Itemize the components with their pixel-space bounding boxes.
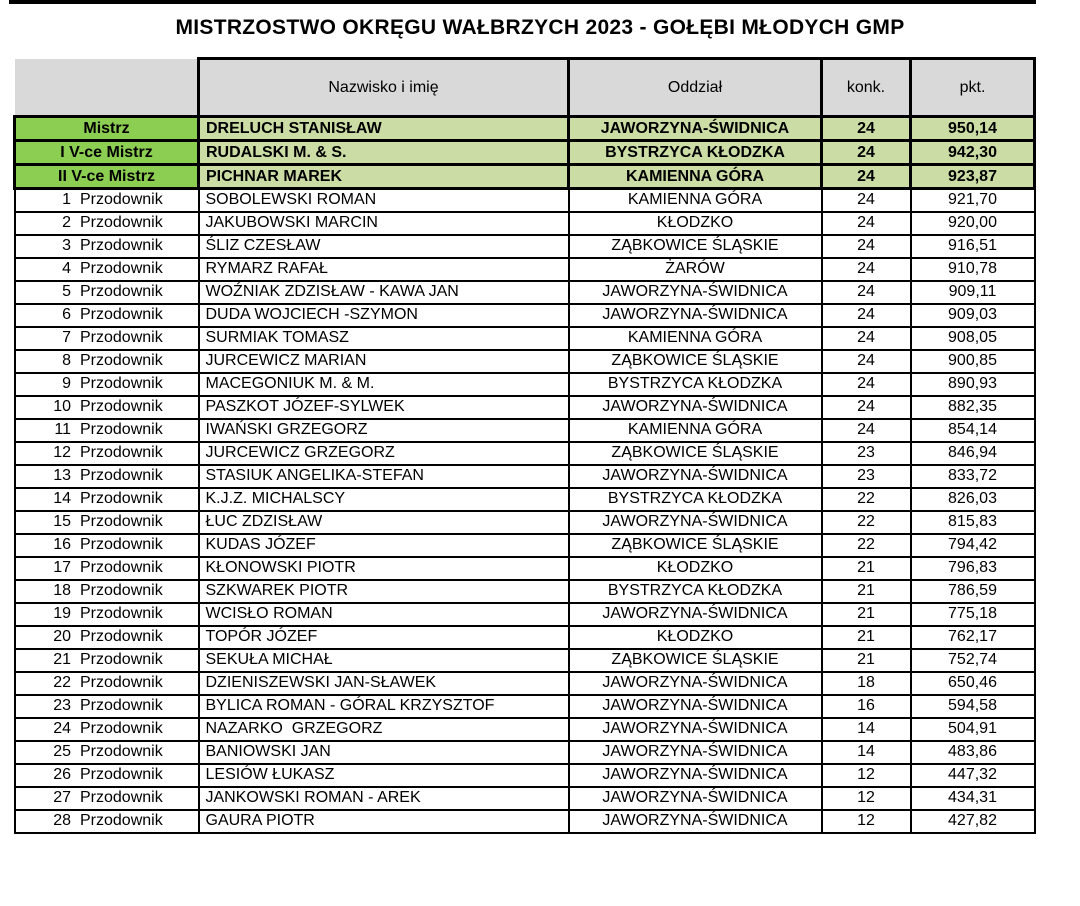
rank-cell bbox=[15, 603, 199, 626]
rank-label: Przodownik bbox=[80, 513, 163, 530]
rank-label: Przodownik bbox=[80, 329, 163, 346]
rank-number: 24 bbox=[53, 720, 71, 737]
pkt-cell: 775,18 bbox=[911, 603, 1035, 626]
rank-number: 23 bbox=[53, 697, 71, 714]
rank-flex bbox=[16, 306, 198, 324]
name-cell: NAZARKO GRZEGORZ bbox=[199, 718, 569, 741]
rank-label: Przodownik bbox=[80, 191, 163, 209]
branch-cell: KŁODZKO bbox=[569, 557, 822, 580]
table-row bbox=[15, 258, 1035, 281]
branch-cell: BYSTRZYCA KŁODZKA bbox=[569, 141, 822, 165]
table-row bbox=[15, 787, 1035, 810]
rank-cell bbox=[15, 350, 199, 373]
rank-flex bbox=[16, 260, 198, 278]
pkt-cell: 594,58 bbox=[911, 695, 1035, 718]
pkt-cell: 447,32 bbox=[911, 764, 1035, 787]
rank-label: Przodownik bbox=[80, 651, 163, 668]
rank-number: 22 bbox=[53, 674, 71, 691]
rank-label: Przodownik bbox=[80, 582, 163, 599]
branch-cell: JAWORZYNA-ŚWIDNICA bbox=[569, 787, 822, 810]
rank-flex bbox=[16, 697, 198, 715]
konk-cell: 24 bbox=[822, 258, 911, 281]
name-cell: JURCEWICZ MARIAN bbox=[199, 350, 569, 373]
table-row bbox=[15, 304, 1035, 327]
rank-label: Przodownik bbox=[80, 743, 163, 760]
rank-number: 21 bbox=[53, 651, 71, 668]
table-row bbox=[15, 350, 1035, 373]
branch-cell: JAWORZYNA-ŚWIDNICA bbox=[569, 396, 822, 419]
page-title: MISTRZOSTWO OKRĘGU WAŁBRZYCH 2023 - GOŁĘBI MŁODYCH GMP bbox=[175, 16, 905, 39]
rank-label: Przodownik bbox=[80, 628, 163, 645]
konk-cell: 24 bbox=[822, 141, 911, 165]
konk-cell: 12 bbox=[822, 764, 911, 787]
rank-number: 8 bbox=[62, 352, 71, 369]
rank-flex bbox=[16, 398, 198, 416]
rank-number: 18 bbox=[53, 582, 71, 599]
column-header-konk: konk. bbox=[822, 59, 911, 117]
rank-flex bbox=[16, 421, 198, 439]
table-row bbox=[15, 442, 1035, 465]
branch-cell: KAMIENNA GÓRA bbox=[569, 419, 822, 442]
pkt-cell: 910,78 bbox=[911, 258, 1035, 281]
rank-label: Przodownik bbox=[80, 536, 163, 553]
konk-cell: 24 bbox=[822, 373, 911, 396]
rank-label: Przodownik bbox=[80, 444, 163, 461]
rank-cell bbox=[15, 672, 199, 695]
table-row bbox=[15, 235, 1035, 258]
name-cell: RUDALSKI M. & S. bbox=[199, 141, 569, 165]
rank-flex bbox=[16, 513, 198, 531]
rank-cell bbox=[15, 557, 199, 580]
rank-number: 1 bbox=[62, 191, 71, 209]
pkt-cell: 826,03 bbox=[911, 488, 1035, 511]
pkt-cell: 650,46 bbox=[911, 672, 1035, 695]
pkt-cell: 796,83 bbox=[911, 557, 1035, 580]
branch-cell: BYSTRZYCA KŁODZKA bbox=[569, 580, 822, 603]
rank-number: 10 bbox=[53, 398, 71, 415]
rank-cell bbox=[15, 373, 199, 396]
rank-cell bbox=[15, 580, 199, 603]
rank-number: 20 bbox=[53, 628, 71, 645]
table-row bbox=[15, 396, 1035, 419]
rank-number: 28 bbox=[53, 812, 71, 829]
name-cell: SEKUŁA MICHAŁ bbox=[199, 649, 569, 672]
pkt-cell: 920,00 bbox=[911, 212, 1035, 235]
konk-cell: 22 bbox=[822, 534, 911, 557]
rank-label: Przodownik bbox=[80, 697, 163, 714]
konk-cell: 21 bbox=[822, 580, 911, 603]
table-row bbox=[15, 672, 1035, 695]
branch-cell: JAWORZYNA-ŚWIDNICA bbox=[569, 465, 822, 488]
column-header-name: Nazwisko i imię bbox=[199, 59, 569, 117]
konk-cell: 14 bbox=[822, 718, 911, 741]
rank-label: Przodownik bbox=[80, 766, 163, 783]
rank-flex bbox=[16, 467, 198, 485]
pkt-cell: 794,42 bbox=[911, 534, 1035, 557]
konk-cell: 16 bbox=[822, 695, 911, 718]
name-cell: RYMARZ RAFAŁ bbox=[199, 258, 569, 281]
rank-flex bbox=[16, 674, 198, 692]
rank-number: 16 bbox=[53, 536, 71, 553]
konk-cell: 24 bbox=[822, 350, 911, 373]
rank-cell bbox=[15, 718, 199, 741]
rank-cell bbox=[15, 488, 199, 511]
results-table bbox=[13, 57, 1036, 834]
table-row bbox=[15, 741, 1035, 764]
rank-number: 6 bbox=[62, 306, 71, 323]
pkt-cell: 882,35 bbox=[911, 396, 1035, 419]
konk-cell: 21 bbox=[822, 603, 911, 626]
rank-label: Przodownik bbox=[80, 260, 163, 277]
konk-cell: 21 bbox=[822, 557, 911, 580]
branch-cell: JAWORZYNA-ŚWIDNICA bbox=[569, 281, 822, 304]
table-row bbox=[15, 534, 1035, 557]
pkt-cell: 923,87 bbox=[911, 165, 1035, 189]
rank-label: Przodownik bbox=[80, 720, 163, 737]
column-header-rank bbox=[15, 59, 199, 117]
results-table-body bbox=[15, 117, 1035, 833]
konk-cell: 24 bbox=[822, 419, 911, 442]
rank-flex bbox=[16, 582, 198, 600]
rank-flex bbox=[16, 329, 198, 347]
rank-flex bbox=[16, 444, 198, 462]
table-row bbox=[15, 603, 1035, 626]
rank-cell bbox=[15, 327, 199, 350]
name-cell: ŁUC ZDZISŁAW bbox=[199, 511, 569, 534]
konk-cell: 12 bbox=[822, 810, 911, 833]
rank-cell bbox=[15, 511, 199, 534]
rank-label: Przodownik bbox=[80, 812, 163, 829]
pkt-cell: 427,82 bbox=[911, 810, 1035, 833]
pkt-cell: 786,59 bbox=[911, 580, 1035, 603]
champion-row bbox=[15, 117, 1035, 141]
rank-flex bbox=[16, 375, 198, 393]
branch-cell: ZĄBKOWICE ŚLĄSKIE bbox=[569, 442, 822, 465]
rank-number: 5 bbox=[62, 283, 71, 300]
rank-label: Przodownik bbox=[80, 789, 163, 806]
rank-flex bbox=[16, 789, 198, 807]
rank-flex bbox=[16, 214, 198, 232]
rank-cell bbox=[15, 787, 199, 810]
table-row bbox=[15, 626, 1035, 649]
konk-cell: 24 bbox=[822, 327, 911, 350]
rank-label: Przodownik bbox=[80, 398, 163, 415]
rank-cell bbox=[15, 258, 199, 281]
pkt-cell: 909,11 bbox=[911, 281, 1035, 304]
branch-cell: JAWORZYNA-ŚWIDNICA bbox=[569, 695, 822, 718]
konk-cell: 23 bbox=[822, 442, 911, 465]
rank-number: 12 bbox=[53, 444, 71, 461]
pkt-cell: 942,30 bbox=[911, 141, 1035, 165]
rank-flex bbox=[16, 628, 198, 646]
pkt-cell: 916,51 bbox=[911, 235, 1035, 258]
rank-flex bbox=[16, 812, 198, 830]
name-cell: SOBOLEWSKI ROMAN bbox=[199, 189, 569, 212]
name-cell: DUDA WOJCIECH -SZYMON bbox=[199, 304, 569, 327]
table-row bbox=[15, 419, 1035, 442]
top-rule bbox=[9, 0, 1036, 4]
rank-number: 7 bbox=[62, 329, 71, 346]
konk-cell: 24 bbox=[822, 396, 911, 419]
rank-cell bbox=[15, 764, 199, 787]
pkt-cell: 921,70 bbox=[911, 189, 1035, 212]
name-cell: JURCEWICZ GRZEGORZ bbox=[199, 442, 569, 465]
name-cell: DRELUCH STANISŁAW bbox=[199, 117, 569, 141]
branch-cell: JAWORZYNA-ŚWIDNICA bbox=[569, 304, 822, 327]
header-row bbox=[15, 59, 1035, 117]
rank-flex bbox=[16, 490, 198, 508]
table-row bbox=[15, 511, 1035, 534]
pkt-cell: 909,03 bbox=[911, 304, 1035, 327]
branch-cell: JAWORZYNA-ŚWIDNICA bbox=[569, 718, 822, 741]
pkt-cell: 950,14 bbox=[911, 117, 1035, 141]
rank-number: 26 bbox=[53, 766, 71, 783]
rank-cell bbox=[15, 649, 199, 672]
name-cell: TOPÓR JÓZEF bbox=[199, 626, 569, 649]
branch-cell: KAMIENNA GÓRA bbox=[569, 327, 822, 350]
rank-flex bbox=[16, 283, 198, 301]
branch-cell: JAWORZYNA-ŚWIDNICA bbox=[569, 672, 822, 695]
name-cell: LESIÓW ŁUKASZ bbox=[199, 764, 569, 787]
table-row bbox=[15, 281, 1035, 304]
rank-label: Przodownik bbox=[80, 214, 163, 231]
name-cell: JANKOWSKI ROMAN - AREK bbox=[199, 787, 569, 810]
rank-cell bbox=[15, 304, 199, 327]
rank-number: 13 bbox=[53, 467, 71, 484]
table-row bbox=[15, 557, 1035, 580]
rank-cell bbox=[15, 626, 199, 649]
branch-cell: JAWORZYNA-ŚWIDNICA bbox=[569, 741, 822, 764]
table-row bbox=[15, 373, 1035, 396]
pkt-cell: 908,05 bbox=[911, 327, 1035, 350]
rank-cell: Mistrz bbox=[15, 117, 199, 141]
table-row bbox=[15, 764, 1035, 787]
rank-cell bbox=[15, 465, 199, 488]
rank-number: 25 bbox=[53, 743, 71, 760]
pkt-cell: 483,86 bbox=[911, 741, 1035, 764]
rank-cell bbox=[15, 442, 199, 465]
konk-cell: 24 bbox=[822, 117, 911, 141]
rank-flex bbox=[16, 536, 198, 554]
table-row bbox=[15, 327, 1035, 350]
rank-number: 17 bbox=[53, 559, 71, 576]
name-cell: JAKUBOWSKI MARCIN bbox=[199, 212, 569, 235]
rank-flex bbox=[16, 651, 198, 669]
rank-number: 19 bbox=[53, 605, 71, 622]
konk-cell: 18 bbox=[822, 672, 911, 695]
rank-label: Przodownik bbox=[80, 375, 163, 392]
rank-cell bbox=[15, 741, 199, 764]
rank-number: 27 bbox=[53, 789, 71, 806]
pkt-cell: 854,14 bbox=[911, 419, 1035, 442]
rank-label: Przodownik bbox=[80, 237, 163, 254]
rank-number: 4 bbox=[62, 260, 71, 277]
pkt-cell: 890,93 bbox=[911, 373, 1035, 396]
table-row bbox=[15, 718, 1035, 741]
rank-cell bbox=[15, 695, 199, 718]
name-cell: KŁONOWSKI PIOTR bbox=[199, 557, 569, 580]
name-cell: DZIENISZEWSKI JAN-SŁAWEK bbox=[199, 672, 569, 695]
branch-cell: JAWORZYNA-ŚWIDNICA bbox=[569, 603, 822, 626]
konk-cell: 24 bbox=[822, 189, 911, 212]
rank-flex bbox=[16, 766, 198, 784]
table-row bbox=[15, 649, 1035, 672]
champion-row bbox=[15, 141, 1035, 165]
pkt-cell: 815,83 bbox=[911, 511, 1035, 534]
table-row bbox=[15, 465, 1035, 488]
konk-cell: 24 bbox=[822, 212, 911, 235]
rank-label: Przodownik bbox=[80, 306, 163, 323]
konk-cell: 23 bbox=[822, 465, 911, 488]
rank-label: Przodownik bbox=[80, 352, 163, 369]
pkt-cell: 833,72 bbox=[911, 465, 1035, 488]
branch-cell: ZĄBKOWICE ŚLĄSKIE bbox=[569, 534, 822, 557]
rank-cell bbox=[15, 534, 199, 557]
branch-cell: JAWORZYNA-ŚWIDNICA bbox=[569, 117, 822, 141]
rank-cell: II V-ce Mistrz bbox=[15, 165, 199, 189]
rank-cell bbox=[15, 419, 199, 442]
rank-cell bbox=[15, 212, 199, 235]
name-cell: PASZKOT JÓZEF-SYLWEK bbox=[199, 396, 569, 419]
konk-cell: 24 bbox=[822, 281, 911, 304]
name-cell: SZKWAREK PIOTR bbox=[199, 580, 569, 603]
pkt-cell: 762,17 bbox=[911, 626, 1035, 649]
pkt-cell: 504,91 bbox=[911, 718, 1035, 741]
rank-label: Przodownik bbox=[80, 605, 163, 622]
rank-flex bbox=[16, 743, 198, 761]
name-cell: WOŹNIAK ZDZISŁAW - KAWA JAN bbox=[199, 281, 569, 304]
konk-cell: 14 bbox=[822, 741, 911, 764]
rank-label: Przodownik bbox=[80, 467, 163, 484]
name-cell: IWAŃSKI GRZEGORZ bbox=[199, 419, 569, 442]
rank-cell bbox=[15, 810, 199, 833]
pkt-cell: 900,85 bbox=[911, 350, 1035, 373]
rank-cell bbox=[15, 235, 199, 258]
branch-cell: ŻARÓW bbox=[569, 258, 822, 281]
rank-number: 15 bbox=[53, 513, 71, 530]
name-cell: ŚLIZ CZESŁAW bbox=[199, 235, 569, 258]
rank-flex bbox=[16, 720, 198, 738]
rank-flex bbox=[16, 605, 198, 623]
branch-cell: JAWORZYNA-ŚWIDNICA bbox=[569, 511, 822, 534]
rank-label: Przodownik bbox=[80, 490, 163, 507]
name-cell: BYLICA ROMAN - GÓRAL KRZYSZTOF bbox=[199, 695, 569, 718]
pkt-cell: 434,31 bbox=[911, 787, 1035, 810]
name-cell: BANIOWSKI JAN bbox=[199, 741, 569, 764]
rank-number: 9 bbox=[62, 375, 71, 392]
pkt-cell: 846,94 bbox=[911, 442, 1035, 465]
column-header-pkt: pkt. bbox=[911, 59, 1035, 117]
rank-label: Przodownik bbox=[80, 674, 163, 691]
branch-cell: BYSTRZYCA KŁODZKA bbox=[569, 488, 822, 511]
konk-cell: 12 bbox=[822, 787, 911, 810]
column-header-branch: Oddział bbox=[569, 59, 822, 117]
rank-label: Przodownik bbox=[80, 559, 163, 576]
name-cell: SURMIAK TOMASZ bbox=[199, 327, 569, 350]
name-cell: PICHNAR MAREK bbox=[199, 165, 569, 189]
branch-cell: KAMIENNA GÓRA bbox=[569, 189, 822, 212]
branch-cell: ZĄBKOWICE ŚLĄSKIE bbox=[569, 350, 822, 373]
rank-flex bbox=[16, 237, 198, 255]
rank-number: 3 bbox=[62, 237, 71, 254]
rank-number: 14 bbox=[53, 490, 71, 507]
rank-label: Przodownik bbox=[80, 421, 163, 438]
branch-cell: KŁODZKO bbox=[569, 626, 822, 649]
branch-cell: JAWORZYNA-ŚWIDNICA bbox=[569, 810, 822, 833]
table-row bbox=[15, 580, 1035, 603]
rank-cell bbox=[15, 396, 199, 419]
rank-flex bbox=[16, 352, 198, 370]
branch-cell: ZĄBKOWICE ŚLĄSKIE bbox=[569, 235, 822, 258]
konk-cell: 21 bbox=[822, 626, 911, 649]
rank-cell bbox=[15, 281, 199, 304]
table-row bbox=[15, 212, 1035, 235]
rank-cell: I V-ce Mistrz bbox=[15, 141, 199, 165]
konk-cell: 22 bbox=[822, 488, 911, 511]
name-cell: STASIUK ANGELIKA-STEFAN bbox=[199, 465, 569, 488]
table-row bbox=[15, 810, 1035, 833]
branch-cell: JAWORZYNA-ŚWIDNICA bbox=[569, 764, 822, 787]
rank-number: 11 bbox=[54, 421, 71, 438]
rank-label: Przodownik bbox=[80, 283, 163, 300]
name-cell: MACEGONIUK M. & M. bbox=[199, 373, 569, 396]
table-row bbox=[15, 695, 1035, 718]
name-cell: WCISŁO ROMAN bbox=[199, 603, 569, 626]
branch-cell: KŁODZKO bbox=[569, 212, 822, 235]
name-cell: K.J.Z. MICHALSCY bbox=[199, 488, 569, 511]
branch-cell: ZĄBKOWICE ŚLĄSKIE bbox=[569, 649, 822, 672]
rank-flex bbox=[16, 191, 198, 209]
konk-cell: 24 bbox=[822, 165, 911, 189]
table-row bbox=[15, 488, 1035, 511]
konk-cell: 24 bbox=[822, 235, 911, 258]
branch-cell: BYSTRZYCA KŁODZKA bbox=[569, 373, 822, 396]
rank-number: 2 bbox=[62, 214, 71, 231]
rank-flex bbox=[16, 559, 198, 577]
konk-cell: 21 bbox=[822, 649, 911, 672]
name-cell: GAURA PIOTR bbox=[199, 810, 569, 833]
champion-row bbox=[15, 165, 1035, 189]
konk-cell: 22 bbox=[822, 511, 911, 534]
branch-cell: KAMIENNA GÓRA bbox=[569, 165, 822, 189]
pkt-cell: 752,74 bbox=[911, 649, 1035, 672]
table-row bbox=[15, 189, 1035, 212]
rank-cell bbox=[15, 189, 199, 212]
konk-cell: 24 bbox=[822, 304, 911, 327]
name-cell: KUDAS JÓZEF bbox=[199, 534, 569, 557]
